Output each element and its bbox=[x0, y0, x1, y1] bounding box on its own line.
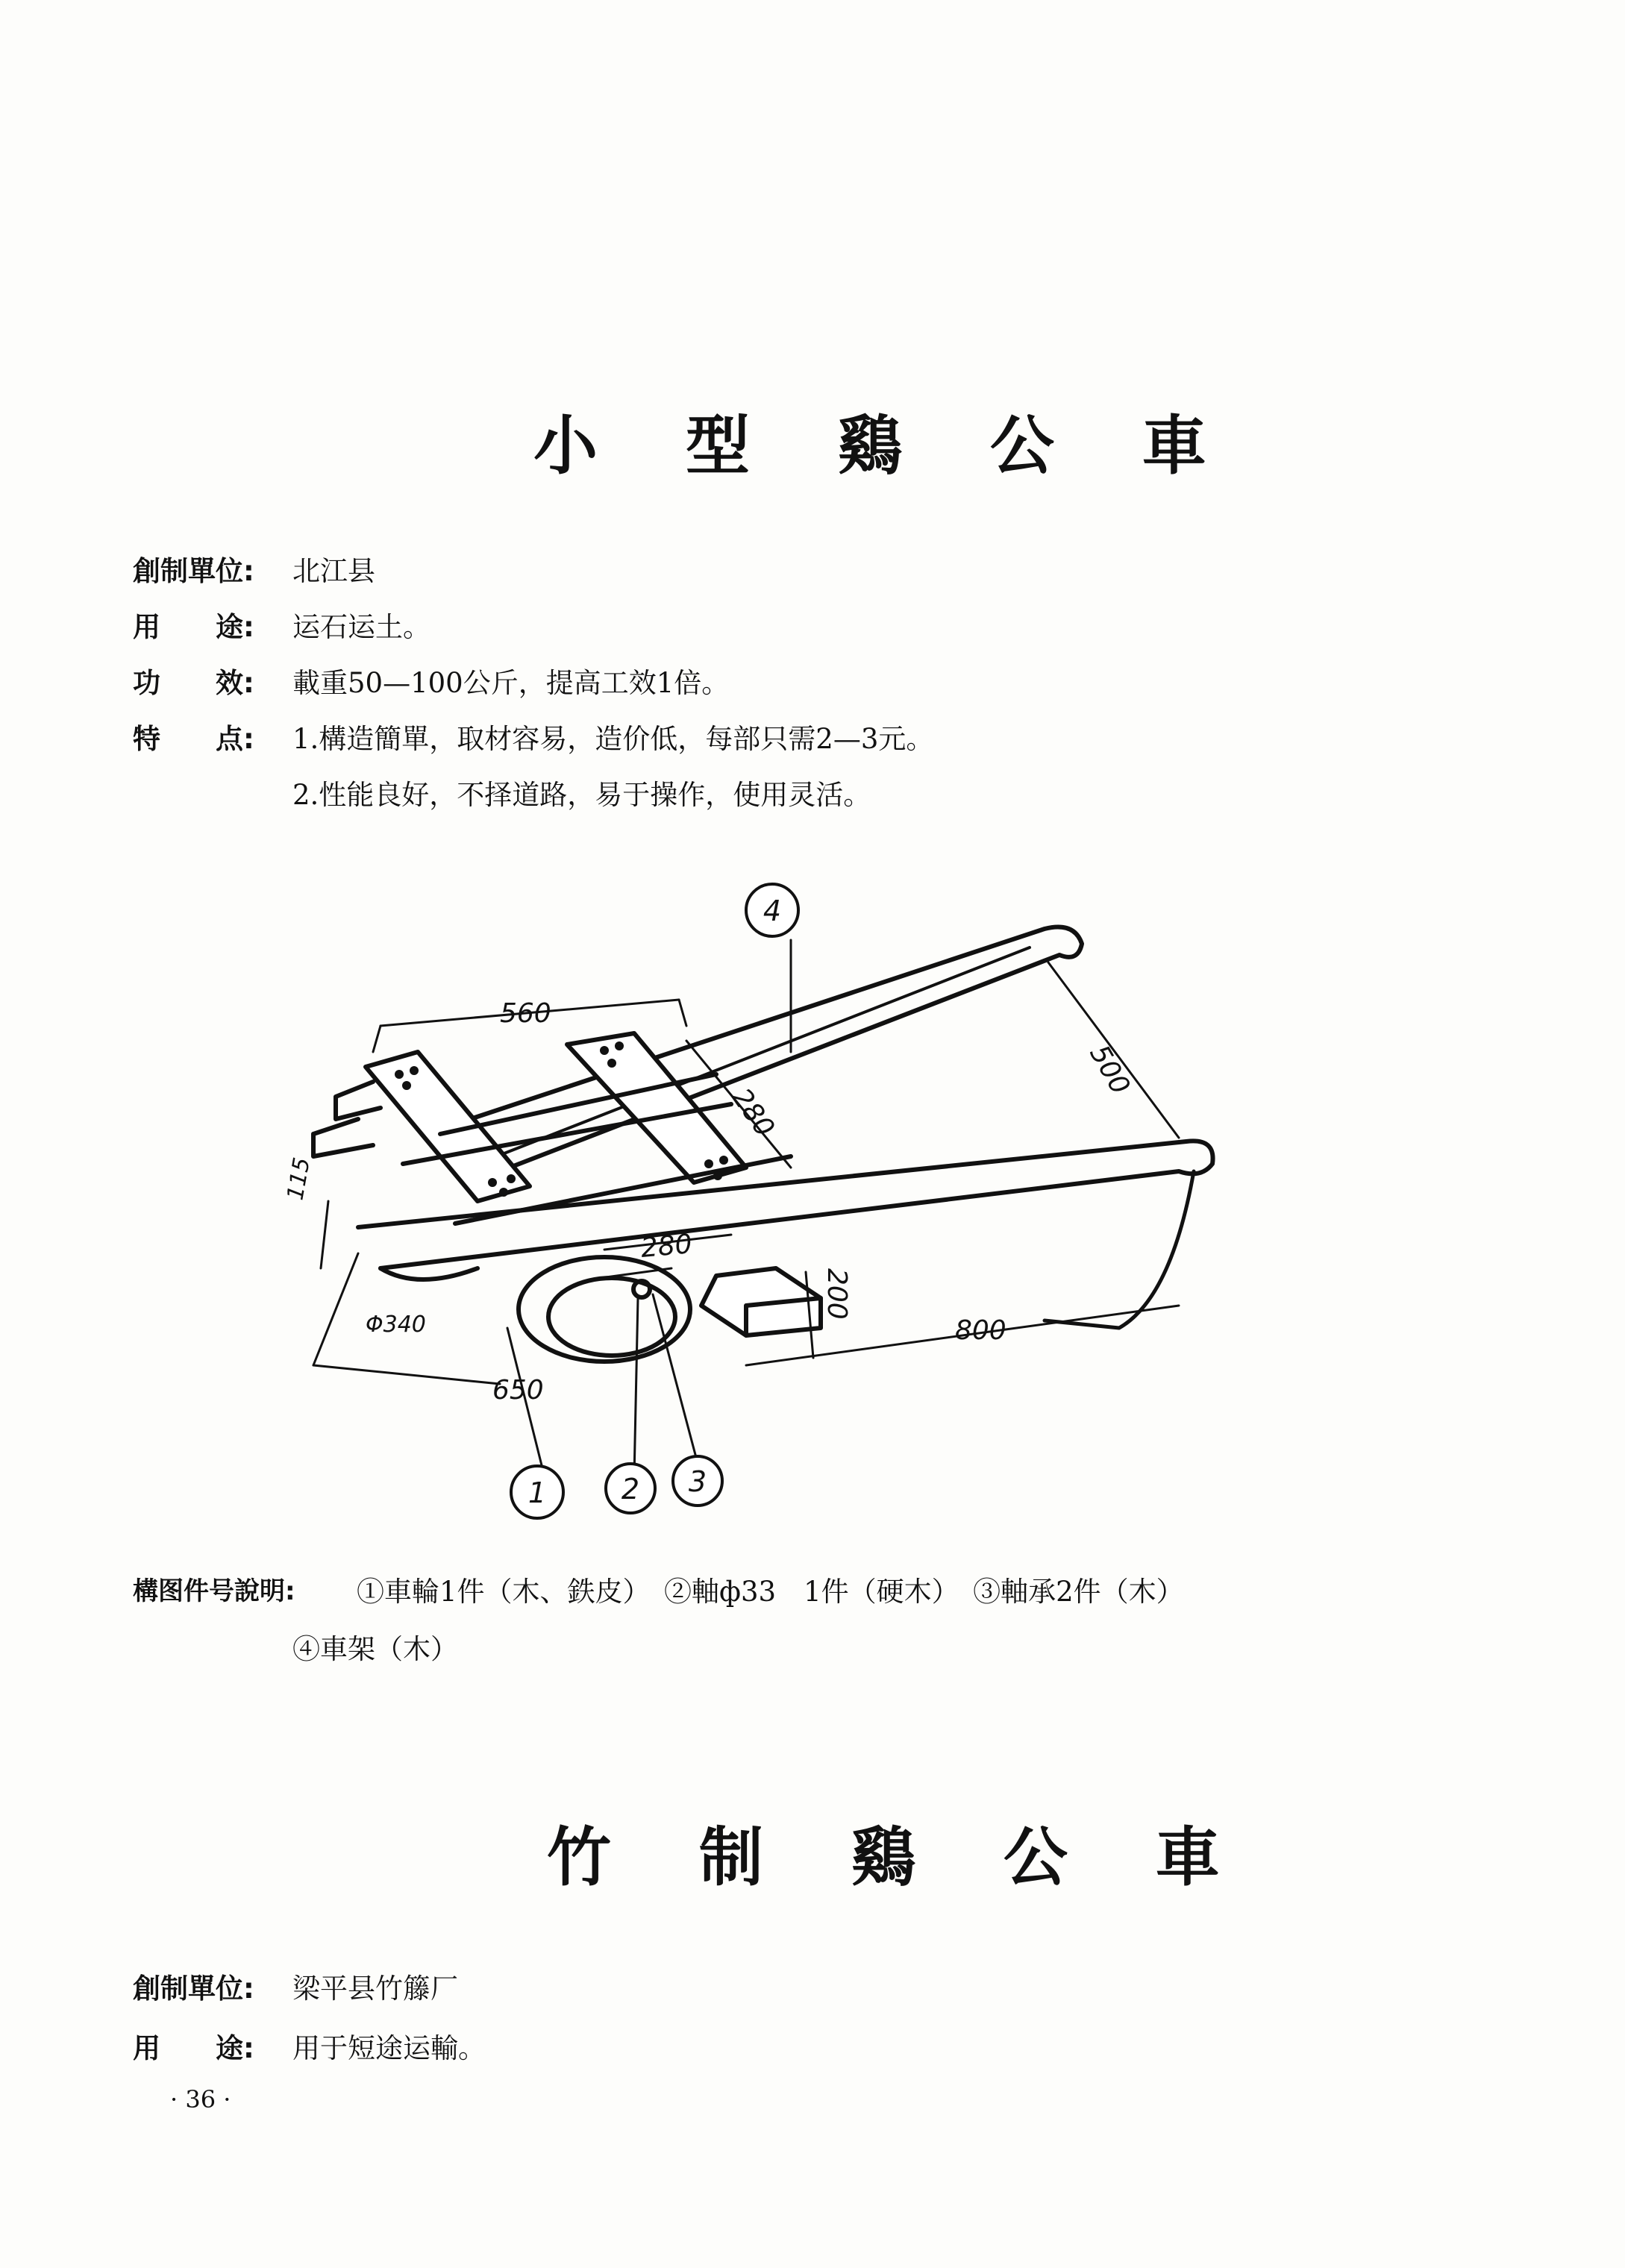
dim-wheel-diameter: Φ340 bbox=[366, 1312, 426, 1338]
dim-115: 115 bbox=[282, 1155, 316, 1203]
purpose-label: 用 途: bbox=[133, 611, 254, 643]
effect-value: 載重50—100公斤，提高工效1倍。 bbox=[292, 667, 730, 699]
feature-value-2: 2.性能良好，不择道路，易于操作，使用灵活。 bbox=[292, 779, 871, 811]
dim-280-top: 280 bbox=[725, 1083, 780, 1143]
feature-label: 特 点: bbox=[133, 723, 254, 755]
dim-800: 800 bbox=[955, 1315, 1006, 1346]
callouts bbox=[511, 884, 798, 1518]
unit-value: 北江县 bbox=[292, 555, 375, 587]
legend-line-2: ④車架（木） bbox=[292, 1633, 458, 1665]
callout-2-label: 2 bbox=[621, 1473, 640, 1506]
purpose-label-2: 用 途: bbox=[133, 2032, 254, 2064]
callout-4-label: 4 bbox=[763, 895, 782, 927]
purpose-value-2: 用于短途运輸。 bbox=[292, 2032, 486, 2064]
legend-line-1: ①車輪1件（木、鉄皮） ②軸ф33 1件（硬木） ③軸承2件（木） bbox=[357, 1576, 1184, 1608]
page-number: · 36 · bbox=[170, 2085, 231, 2114]
feature-value-1: 1.構造簡單，取材容易，造价低，每部只需2—3元。 bbox=[292, 723, 934, 755]
unit-value-2: 梁平县竹籐厂 bbox=[292, 1973, 458, 2005]
callout-3-label: 3 bbox=[688, 1465, 707, 1498]
wheelbarrow-diagram bbox=[254, 850, 1298, 1522]
section2-title: 竹 制 鷄 公 車 bbox=[547, 1820, 1253, 1895]
dim-500: 500 bbox=[1083, 1040, 1136, 1100]
platform-boards bbox=[313, 1033, 791, 1224]
dimension-lines bbox=[313, 940, 1179, 1477]
unit-label: 創制單位: bbox=[133, 555, 254, 587]
callout-1-label: 1 bbox=[527, 1476, 547, 1509]
purpose-value: 运石运土。 bbox=[292, 611, 430, 643]
dim-280-bottom: 280 bbox=[639, 1229, 694, 1264]
wheel bbox=[519, 1257, 690, 1362]
unit-label-2: 創制單位: bbox=[133, 1973, 254, 2005]
effect-label: 功 效: bbox=[133, 667, 254, 699]
section1-title: 小 型 鷄 公 車 bbox=[533, 408, 1239, 483]
dim-650: 650 bbox=[492, 1375, 544, 1406]
legend-label: 構图件号說明: bbox=[133, 1576, 295, 1606]
support-block bbox=[701, 1268, 821, 1335]
frame-rails bbox=[358, 927, 1213, 1329]
dim-200: 200 bbox=[821, 1268, 852, 1320]
dim-560: 560 bbox=[500, 998, 551, 1029]
